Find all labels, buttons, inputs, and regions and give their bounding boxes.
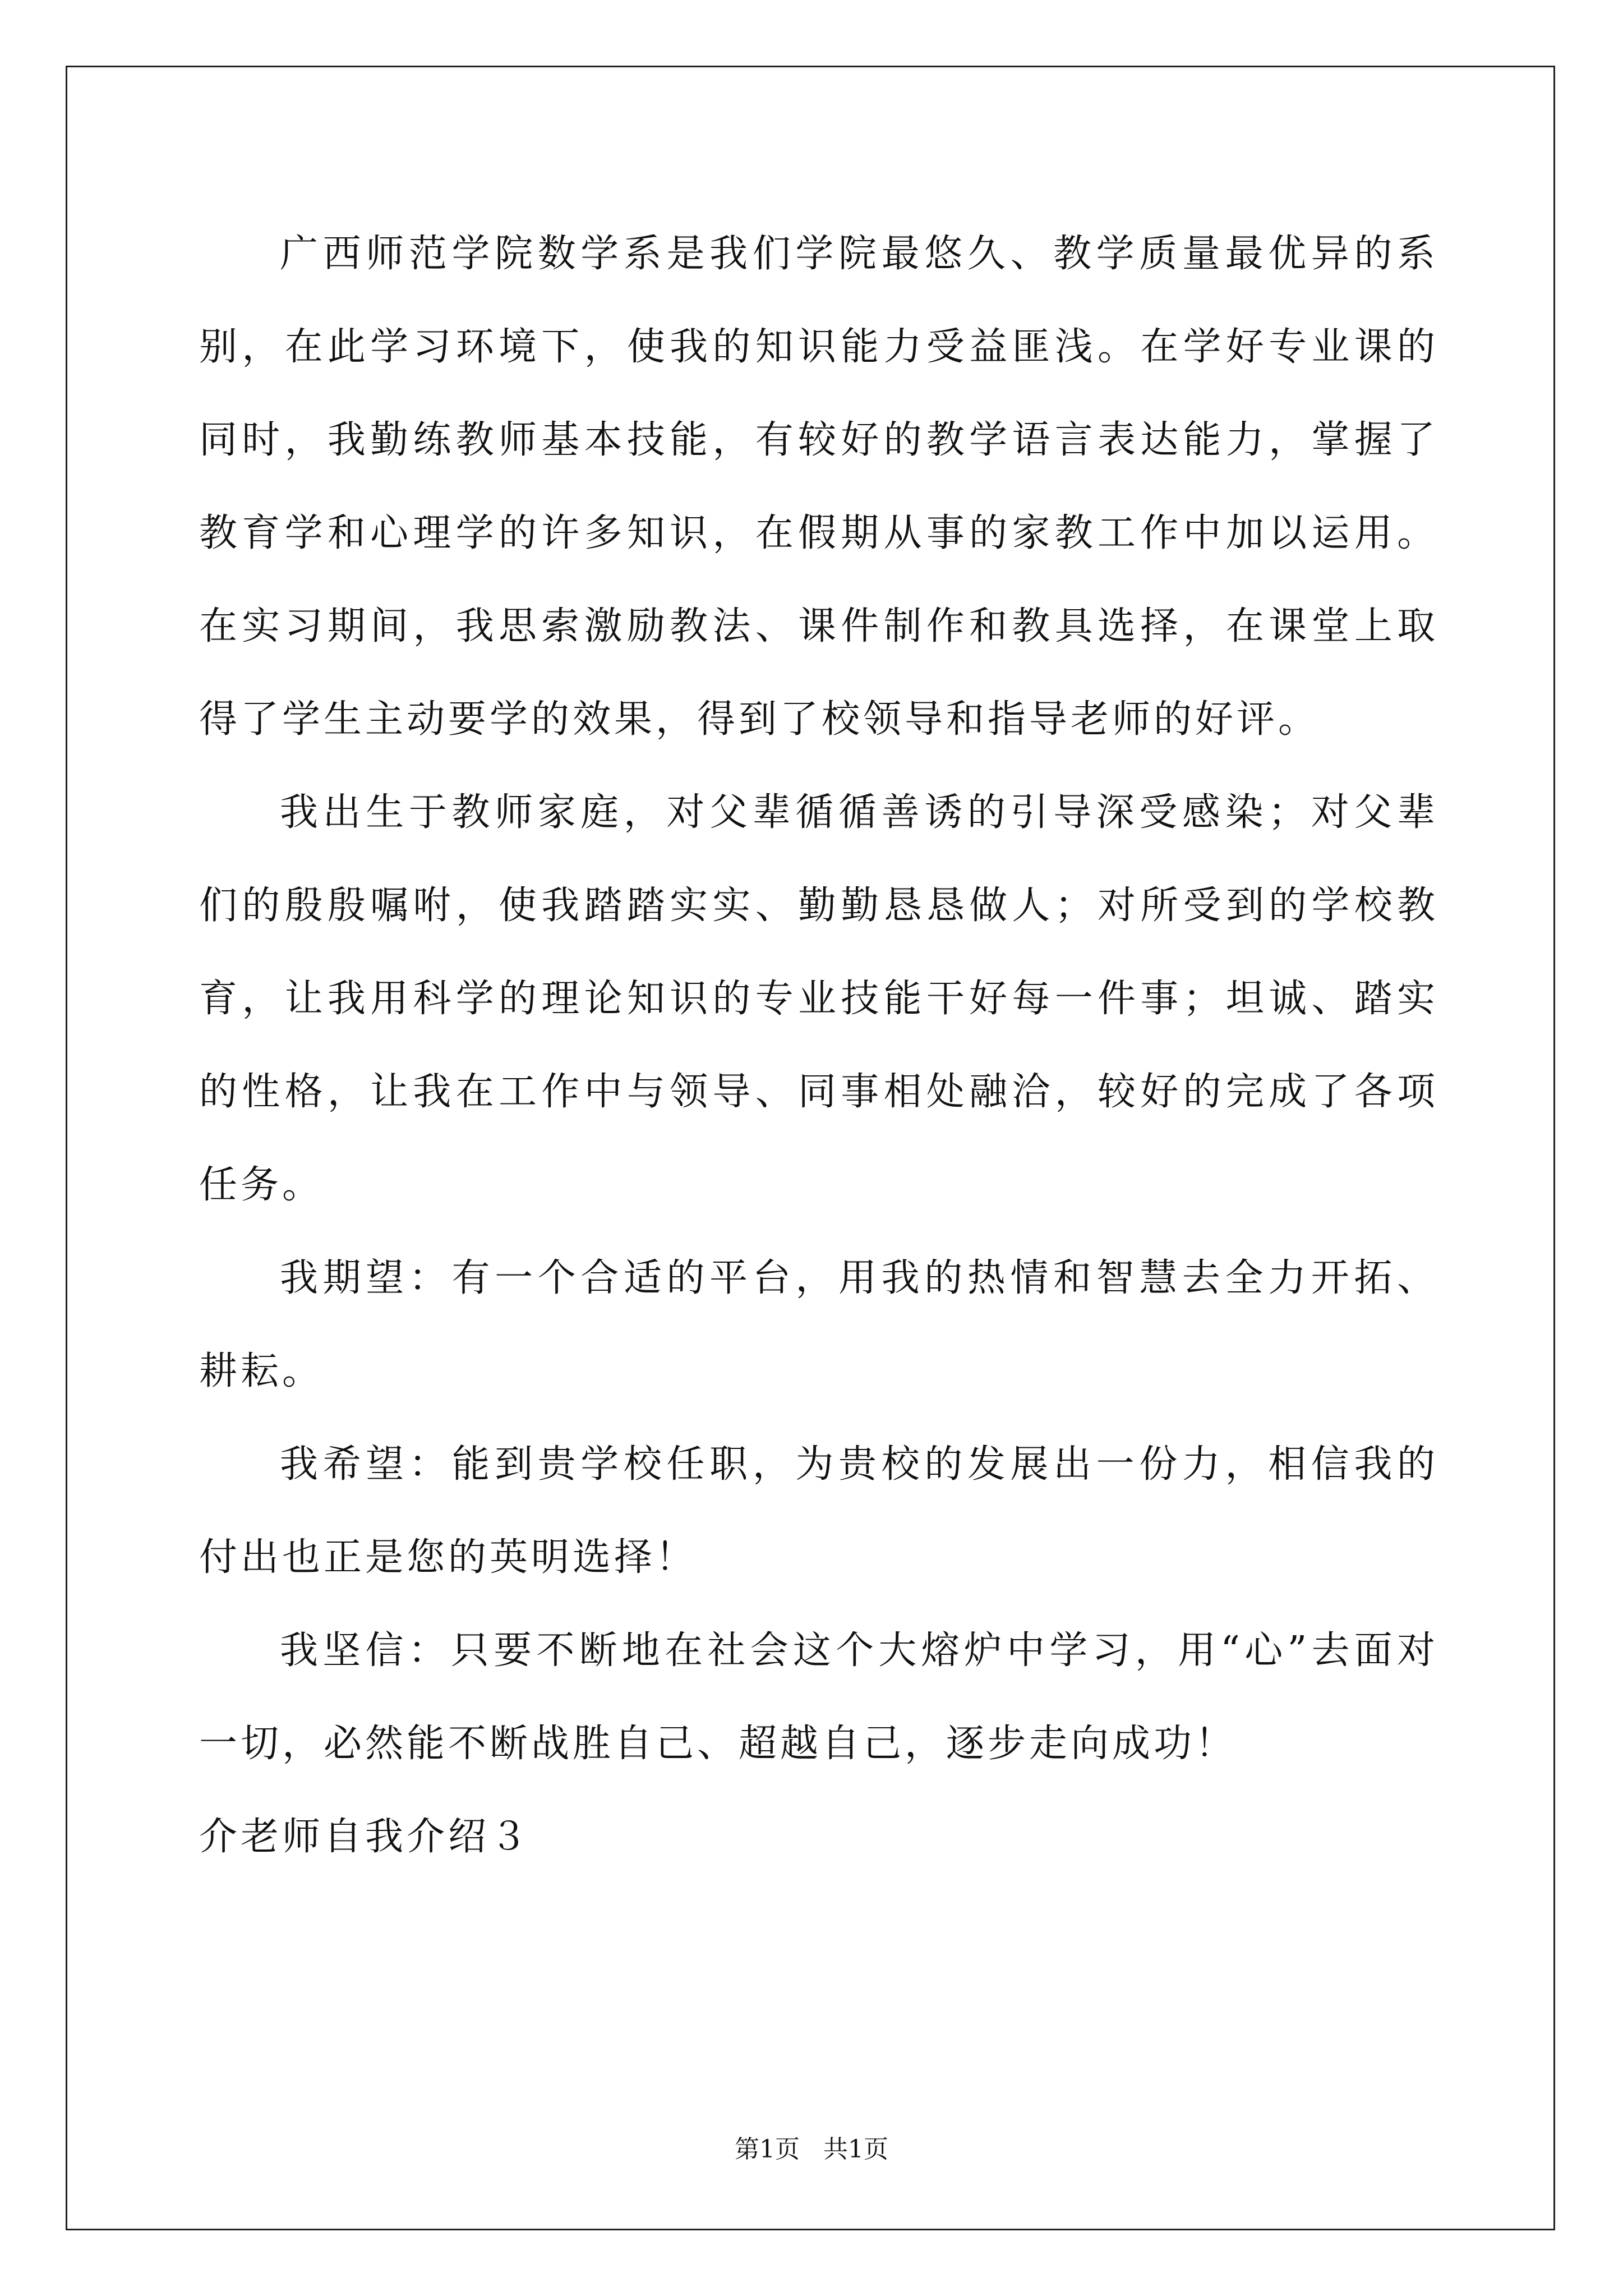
paragraph-hope: 我希望：能到贵学校任职，为贵校的发展出一份力，相信我的付出也正是您的英明选择！: [199, 1442, 1438, 1580]
page-total: 共1页: [823, 2135, 888, 2164]
page-footer: [0, 2129, 1623, 2165]
paragraph-family: 我出生于教师家庭，对父辈循循善诱的引导深受感染；对父辈们的殷殷嘱咐，使我踏踏实实、勤勤恳恳做人；对所受到的学校教育，让我用科学的理论知识的专业技能干好每一件事；坦诚、踏实的性格，让我在工作中与领导、同事相处融洽，较好的完成了各项任务。: [199, 790, 1438, 1207]
page-number: 第1页: [735, 2135, 800, 2164]
paragraph-belief: 我坚信：只要不断地在社会这个大熔炉中学习，用“心”去面对一切，必然能不断战胜自己、超越自己，逐步走向成功！: [199, 1628, 1438, 1766]
document-body: [199, 208, 1438, 1884]
section-heading: 介老师自我介绍３: [199, 1815, 532, 1859]
paragraph-expectation: 我期望：有一个合适的平台，用我的热情和智慧去全力开拓、耕耘。: [199, 1256, 1438, 1393]
paragraph-education: 广西师范学院数学系是我们学院最悠久、教学质量最优异的系别，在此学习环境下，使我的知识能力受益匪浅。在学好专业课的同时，我勤练教师基本技能，有较好的教学语言表达能力，掌握了教育学和心理学的许多知识，在假期从事的家教工作中加以运用。在实习期间，我思索激励教法、课件制作和教具选择，在课堂上取得了学生主动要学的效果，得到了校领导和指导老师的好评。: [199, 232, 1438, 742]
